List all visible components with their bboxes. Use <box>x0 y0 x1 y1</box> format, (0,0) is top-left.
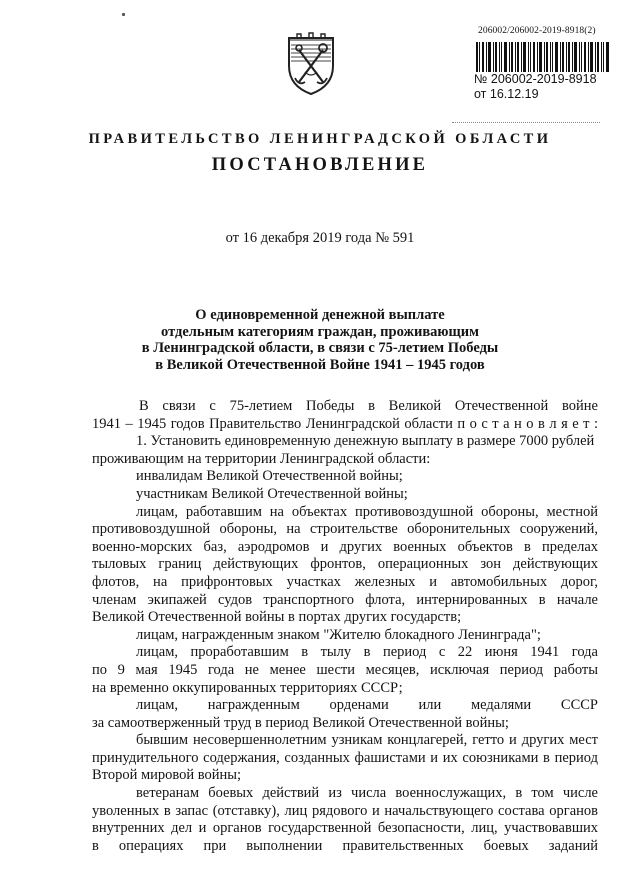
scan-speck <box>122 13 125 16</box>
registration-code: 206002/206002-2019-8918(2) <box>478 26 596 36</box>
body-line: 1941 – 1945 годов Правительство Ленинградской области п о с т а н о в л я е т : <box>92 415 598 432</box>
body-line: 1. Установить единовременную денежную выплату в размере 7000 рублей <box>136 433 595 450</box>
body-line: военно-морских баз, аэродромов и других военных объектов в пределах <box>92 538 598 555</box>
document-subject <box>0 307 640 373</box>
body-line: противовоздушной обороны, на строительстве оборонительных сооружений, <box>92 521 598 538</box>
body-line: на временно оккупированных территориях СССР; <box>92 679 403 696</box>
registration-date: от 16.12.19 <box>474 87 539 101</box>
leningrad-oblast-coat-of-arms-icon <box>283 32 339 96</box>
body-line: Второй мировой войны; <box>92 767 242 784</box>
body-line: уволенных в запас (отставку), лиц рядового и начальствующего состава органов <box>92 802 598 819</box>
body-line: бывшим несовершеннолетним узникам концлагерей, гетто и других мест <box>136 732 598 749</box>
body-line: лицам, работавшим на объектах противовоздушной обороны, местной <box>136 503 598 520</box>
document-type: ПОСТАНОВЛЕНИЕ <box>211 155 429 175</box>
body-line: лицам, проработавшим в тылу в период с 22 июня 1941 года <box>136 644 598 661</box>
subject-line: в Великой Отечественной Войне 1941 – 1945 годов <box>155 356 485 373</box>
body-line: принудительного содержания, созданных фашистами и их союзниками в период <box>92 749 598 766</box>
body-line: Великой Отечественной войны в портах других государств; <box>92 609 462 626</box>
registration-number: № 206002-2019-8918 <box>474 72 597 86</box>
body-line: по 9 мая 1945 года не менее шести месяцев, исключая период работы <box>92 661 598 678</box>
barcode-icon <box>476 42 610 72</box>
body-line: В связи с 75-летием Победы в Великой Отечественной войне <box>139 398 598 414</box>
body-line: внутренних дел и органов государственной безопасности, лиц, участвовавших <box>92 820 598 837</box>
document-date: от 16 декабря 2019 года № 591 <box>225 230 415 246</box>
body-line: за самоотверженный труд в период Великой Отечественной войны; <box>92 714 509 731</box>
subject-line: отдельным категориям граждан, проживающим <box>161 323 479 340</box>
body-line: инвалидам Великой Отечественной войны; <box>136 468 403 485</box>
body-line: ветеранам боевых действий из числа военнослужащих, в том числе <box>136 785 598 802</box>
body-line: участникам Великой Отечественной войны; <box>136 485 408 502</box>
body-line: лицам, награжденным орденами или медалями СССР <box>136 697 598 714</box>
body-line: лицам, награжденным знаком "Жителю блокадного Ленинграда"; <box>136 626 541 643</box>
body-line: членам экипажей судов транспортного флота, интернированных в начале <box>92 591 598 608</box>
body-line: в операциях при выполнении правительственных боевых заданий <box>92 837 598 854</box>
body-line: флотов, на прифронтовых участках железных и автомобильных дорог, <box>92 573 598 590</box>
subject-line: в Ленинградской области, в связи с 75-летием Победы <box>141 340 499 356</box>
government-title: ПРАВИТЕЛЬСТВО ЛЕНИНГРАДСКОЙ ОБЛАСТИ <box>88 131 552 147</box>
document-body <box>92 398 598 855</box>
scan-divider <box>452 122 600 124</box>
subject-line: О единовременной денежной выплате <box>195 307 445 323</box>
body-line: тыловых границ действующих фронтов, операционных зон действующих <box>92 556 598 573</box>
body-line: проживающим на территории Ленинградской области: <box>92 450 431 467</box>
